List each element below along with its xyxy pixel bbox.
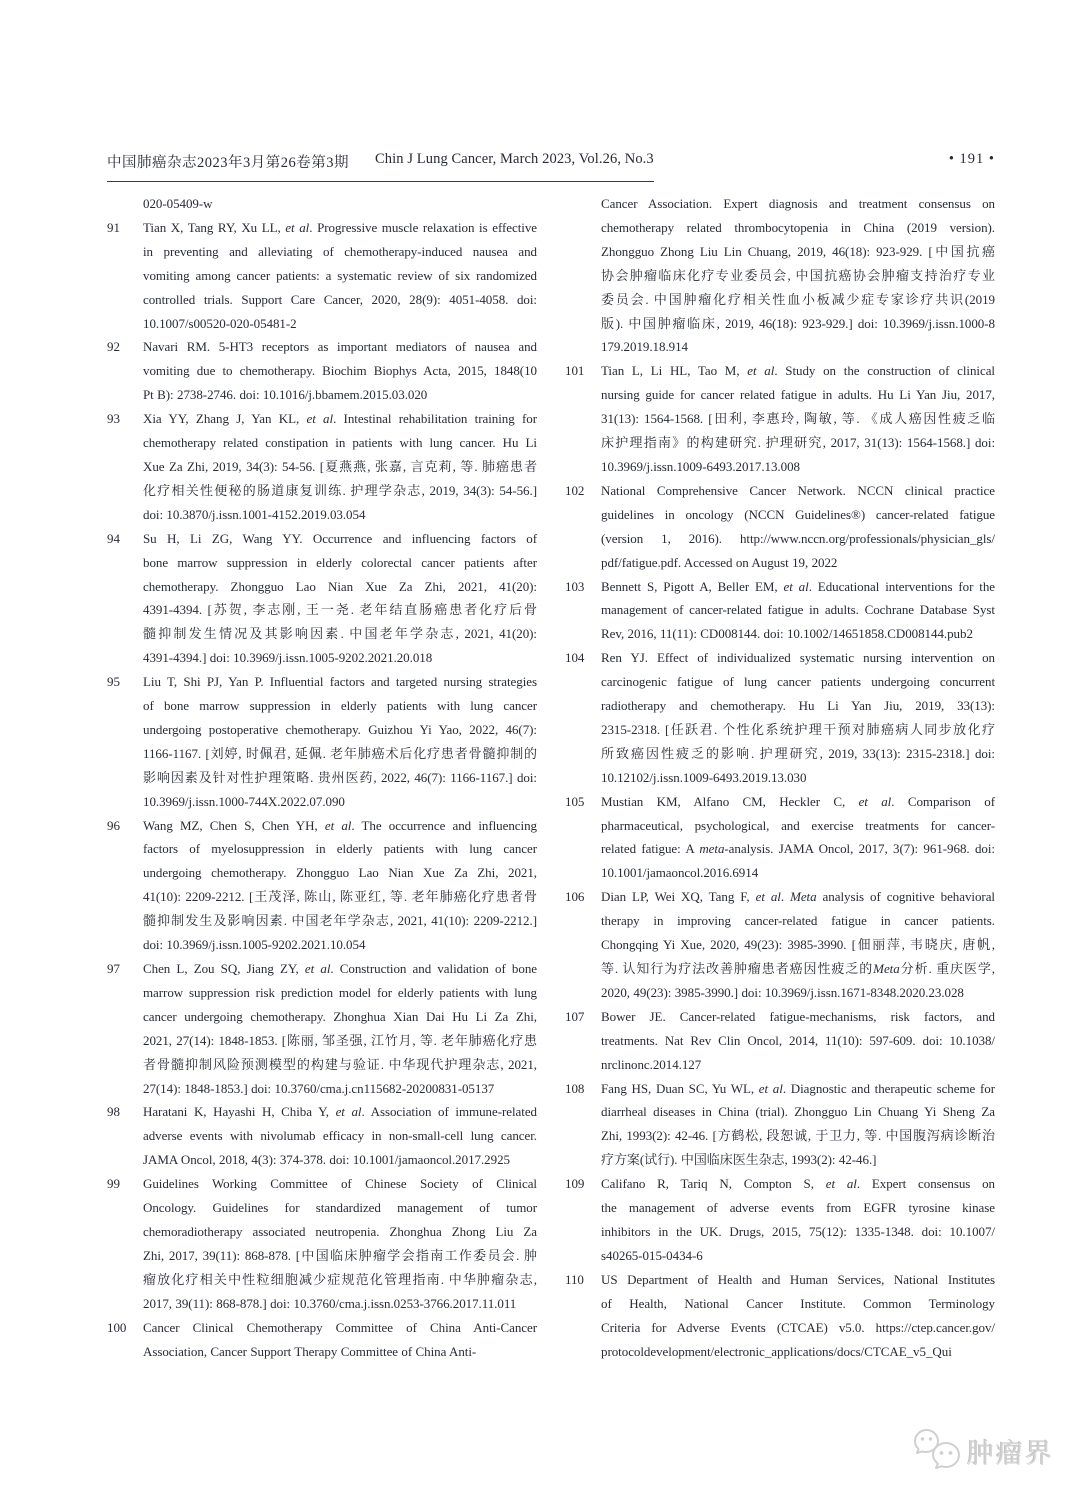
reference-line: bone marrow suppression in elderly colorectal cancer patients after <box>143 554 537 570</box>
reference-line: s40265-015-0434-6 <box>601 1247 703 1263</box>
reference-number: 94 <box>107 530 120 546</box>
reference-line: guidelines in oncology (NCCN Guidelines®) cancer-related fatigue <box>601 506 995 522</box>
reference-line: Navari RM. 5-HT3 receptors as important mediators of nausea and <box>143 339 537 355</box>
reference-number: 99 <box>107 1176 120 1192</box>
reference-number: 108 <box>565 1080 585 1096</box>
watermark <box>911 1428 1054 1474</box>
reference-item-110 <box>565 1268 995 1364</box>
reference-item-96 <box>107 814 537 957</box>
reference-line: pdf/fatigue.pdf. Accessed on August 19, 2022 <box>601 554 838 570</box>
reference-line: Chen L, Zou SQ, Jiang ZY, et al. Construction and validation of bone <box>143 961 537 976</box>
reference-line: 等. 认知行为疗法改善肿瘤患者癌因性疲乏的Meta分析. 重庆医学, <box>601 961 995 976</box>
reference-line: Oncology. Guidelines for standardized management of tumor <box>143 1200 537 1216</box>
reference-line: (version 1, 2016). http://www.nccn.org/professionals/physician_gls/ <box>601 530 995 546</box>
reference-line: chemotherapy. Zhongguo Lao Nian Xue Za Zhi, 2021, 41(20): <box>143 578 537 594</box>
reference-line: doi: 10.3969/j.issn.1005-9202.2021.10.054 <box>143 937 366 953</box>
reference-item-92 <box>107 335 537 407</box>
reference-number: 92 <box>107 339 120 355</box>
reference-item-97 <box>107 957 537 1100</box>
reference-line: Tian X, Tang RY, Xu LL, et al. Progressive muscle relaxation is effective <box>143 219 537 235</box>
reference-line: 髓抑制发生情况及其影响因素. 中国老年学杂志, 2021, 41(20): <box>143 626 537 642</box>
reference-number: 107 <box>565 1008 585 1024</box>
reference-line: Cancer Association. Expert diagnosis and treatment consensus on <box>601 196 995 211</box>
reference-line: 协会肿瘤临床化疗专业委员会, 中国抗癌协会肿瘤支持治疗专业 <box>601 267 995 283</box>
reference-line: vomiting due to chemotherapy. Biochim Biophys Acta, 2015, 1848(10 <box>143 363 537 379</box>
reference-line: Bower JE. Cancer-related fatigue-mechanisms, risk factors, and <box>601 1008 995 1024</box>
reference-line: 1166-1167. [刘婷, 时佩君, 延佩. 老年肺癌术后化疗患者骨髓抑制的 <box>143 745 537 761</box>
reference-line: vomiting among cancer patients: a systematic review of six randomized <box>143 267 537 283</box>
reference-item-101 <box>565 359 995 479</box>
reference-line: Tian L, Li HL, Tao M, et al. Study on the construction of clinical <box>601 363 995 379</box>
reference-line: adverse events with nivolumab efficacy in non-small-cell lung cancer. <box>143 1128 537 1144</box>
reference-line: Dian LP, Wei XQ, Tang F, et al. Meta analysis of cognitive behavioral <box>601 889 995 905</box>
reference-continuation <box>107 192 537 216</box>
reference-number: 93 <box>107 411 120 427</box>
reference-line: diarrheal diseases in China (trial). Zhongguo Lin Chuang Yi Sheng Za <box>601 1104 995 1120</box>
reference-line: 2315-2318. [任跃君. 个性化系统护理干预对肺癌病人同步放化疗 <box>601 721 995 737</box>
watermark-label: 肿瘤界 <box>967 1438 1054 1469</box>
reference-line: protocoldevelopment/electronic_applications/docs/CTCAE_v5_Qui <box>601 1343 952 1359</box>
reference-line: Cancer Clinical Chemotherapy Committee of China Anti-Cancer <box>143 1319 537 1335</box>
reference-line: Zhongguo Zhong Liu Lin Chuang, 2019, 46(18): 923-929. [中国抗癌 <box>601 243 995 259</box>
references-column-left <box>107 192 537 1363</box>
reference-line: 髓抑制发生及影响因素. 中国老年学杂志, 2021, 41(10): 2209-2212.] <box>143 913 537 929</box>
reference-line: Su H, Li ZG, Wang YY. Occurrence and influencing factors of <box>143 530 537 546</box>
reference-number: 100 <box>107 1319 127 1335</box>
reference-line: 委员会. 中国肿瘤化疗相关性血小板减少症专家诊疗共识(2019 <box>601 291 995 307</box>
reference-item-95 <box>107 670 537 813</box>
reference-line: Ren YJ. Effect of individualized systematic nursing intervention on <box>601 650 995 666</box>
reference-line: 2021, 27(14): 1848-1853. [陈丽, 邹圣强, 江竹月, 等. 老年肺癌化疗患 <box>143 1032 537 1048</box>
reference-item-99 <box>107 1172 537 1315</box>
reference-line: 版). 中国肿瘤临床, 2019, 46(18): 923-929.] doi: 10.3969/j.issn.1000-8 <box>601 315 995 331</box>
reference-line: Xue Za Zhi, 2019, 34(3): 54-56. [夏燕燕, 张嘉, 言克莉, 等. 肺癌患者 <box>143 458 537 474</box>
reference-line: Califano R, Tariq N, Compton S, et al. Expert consensus on <box>601 1176 995 1192</box>
reference-line: in preventing and alleviating of chemotherapy-induced nausea and <box>143 243 537 259</box>
reference-line: 10.1001/jamaoncol.2016.6914 <box>601 865 759 881</box>
reference-line: management of cancer-related fatigue in adults. Cochrane Database Syst <box>601 602 995 618</box>
reference-item-91 <box>107 216 537 336</box>
reference-line: related fatigue: A meta-analysis. JAMA Oncol, 2017, 3(7): 961-968. doi: <box>601 841 995 857</box>
reference-line: pharmaceutical, psychological, and exercise treatments for cancer- <box>601 817 995 833</box>
reference-number: 96 <box>107 817 120 833</box>
reference-line: the management of adverse events from EGFR tyrosine kinase <box>601 1200 995 1216</box>
reference-line: inhibitors in the UK. Drugs, 2015, 75(12): 1335-1348. doi: 10.1007/ <box>601 1223 995 1239</box>
running-head <box>107 151 654 182</box>
reference-line: of bone marrow suppression in elderly patients with lung cancer <box>143 698 537 714</box>
page-number: • 191 • <box>948 151 995 167</box>
reference-line: Guidelines Working Committee of Chinese Society of Clinical <box>143 1176 537 1192</box>
reference-line: carcinogenic fatigue of lung cancer patients undergoing concurrent <box>601 674 995 690</box>
reference-line: 瘤放化疗相关中性粒细胞减少症规范化管理指南. 中华肿瘤杂志, <box>143 1271 537 1287</box>
reference-item-109 <box>565 1172 995 1268</box>
reference-line: Chongqing Yi Xue, 2020, 49(23): 3985-3990. [佃丽萍, 韦晓庆, 唐帆, <box>601 937 995 953</box>
reference-line: chemoradiotherapy associated neutropenia. Zhonghua Zhong Liu Za <box>143 1223 537 1239</box>
reference-line: 10.3969/j.issn.1000-744X.2022.07.090 <box>143 793 345 809</box>
references-section <box>107 192 995 1363</box>
reference-line: 179.2019.18.914 <box>601 339 689 355</box>
reference-line: nrclinonc.2014.127 <box>601 1056 702 1072</box>
reference-line: radiotherapy and chemotherapy. Hu Li Yan Jiu, 2019, 33(13): <box>601 698 995 714</box>
reference-line: JAMA Oncol, 2018, 4(3): 374-378. doi: 10.1001/jamaoncol.2017.2925 <box>143 1152 510 1168</box>
reference-line: Haratani K, Hayashi H, Chiba Y, et al. Association of immune-related <box>143 1104 537 1120</box>
reference-line: Bennett S, Pigott A, Beller EM, et al. Educational interventions for the <box>601 578 995 594</box>
reference-line: controlled trials. Support Care Cancer, 2020, 28(9): 4051-4058. doi: <box>143 291 537 307</box>
wechat-bubbles-icon <box>911 1428 963 1474</box>
reference-item-103 <box>565 575 995 647</box>
reference-number: 109 <box>565 1176 585 1192</box>
reference-line: marrow suppression risk prediction model for elderly patients with lung <box>143 984 537 1000</box>
reference-line: 影响因素及针对性护理策略. 贵州医药, 2022, 46(7): 1166-1167.] doi: <box>143 769 537 785</box>
reference-line: Zhi, 2017, 39(11): 868-878. [中国临床肿瘤学会指南工作委员会. 肿 <box>143 1247 537 1263</box>
reference-line: 020-05409-w <box>143 196 213 211</box>
reference-line: of Health, National Cancer Institute. Common Terminology <box>601 1295 995 1311</box>
reference-line: undergoing postoperative chemotherapy. Guizhou Yi Yao, 2022, 46(7): <box>143 721 537 737</box>
page-header <box>107 151 995 182</box>
reference-line: treatments. Nat Rev Clin Oncol, 2014, 11(10): 597-609. doi: 10.1038/ <box>601 1032 995 1048</box>
reference-line: 27(14): 1848-1853.] doi: 10.3760/cma.j.cn115682-20200831-05137 <box>143 1080 495 1096</box>
reference-item-102 <box>565 479 995 575</box>
reference-item-93 <box>107 407 537 527</box>
reference-line: 所致癌因性疲乏的影响. 护理研究, 2019, 33(13): 2315-2318.] doi: <box>601 745 995 761</box>
reference-line: 4391-4394.] doi: 10.3969/j.issn.1005-9202.2021.20.018 <box>143 650 433 666</box>
reference-line: Association, Cancer Support Therapy Committee of China Anti- <box>143 1343 477 1359</box>
reference-line: Pt B): 2738-2746. doi: 10.1016/j.bbamem.2015.03.020 <box>143 387 428 403</box>
reference-line: 化疗相关性便秘的肠道康复训练. 护理学杂志, 2019, 34(3): 54-56.] <box>143 482 537 498</box>
reference-line: 10.3969/j.issn.1009-6493.2017.13.008 <box>601 458 800 474</box>
reference-line: Fang HS, Duan SC, Yu WL, et al. Diagnostic and therapeutic scheme for <box>601 1080 995 1096</box>
reference-line: 31(13): 1564-1568. [田利, 李惠玲, 陶敏, 等. 《成人癌因性疲乏临 <box>601 411 995 427</box>
reference-line: 2017, 39(11): 868-878.] doi: 10.3760/cma.j.issn.0253-3766.2017.11.011 <box>143 1295 517 1311</box>
reference-line: therapy in improving cancer-related fatigue in cancer patients. <box>601 913 995 929</box>
reference-line: nursing guide for cancer related fatigue in adults. Hu Li Yan Jiu, 2017, <box>601 387 995 403</box>
reference-line: Wang MZ, Chen S, Chen YH, et al. The occurrence and influencing <box>143 817 537 833</box>
reference-line: Zhi, 1993(2): 42-46. [方鹤松, 段恕诚, 于卫力, 等. 中国腹泻病诊断治 <box>601 1128 995 1144</box>
reference-number: 101 <box>565 363 585 379</box>
reference-line: factors of myelosuppression in elderly patients with lung cancer <box>143 841 537 857</box>
reference-number: 91 <box>107 219 120 235</box>
reference-item-104 <box>565 646 995 789</box>
reference-line: undergoing chemotherapy. Zhongguo Lao Nian Xue Za Zhi, 2021, <box>143 865 537 881</box>
reference-line: 2020, 49(23): 3985-3990.] doi: 10.3969/j.issn.1671-8348.2020.23.028 <box>601 984 964 1000</box>
reference-line: Xia YY, Zhang J, Yan KL, et al. Intestinal rehabilitation training for <box>143 411 537 427</box>
reference-line: 者骨髓抑制风险预测模型的构建与验证. 中华现代护理杂志, 2021, <box>143 1056 537 1072</box>
reference-item-100 <box>107 1316 537 1364</box>
reference-item-98 <box>107 1100 537 1172</box>
reference-number: 110 <box>565 1271 584 1287</box>
reference-line: chemotherapy related constipation in patients with lung cancer. Hu Li <box>143 435 537 451</box>
journal-title-cn: 中国肺癌杂志2023年3月第26卷第3期 <box>107 155 349 171</box>
reference-line: Criteria for Adverse Events (CTCAE) v5.0. https://ctep.cancer.gov/ <box>601 1319 995 1335</box>
reference-line: Rev, 2016, 11(11): CD008144. doi: 10.1002/14651858.CD008144.pub2 <box>601 626 973 642</box>
reference-number: 102 <box>565 482 585 498</box>
reference-number: 95 <box>107 674 120 690</box>
reference-line: 41(10): 2209-2212. [王茂泽, 陈山, 陈亚红, 等. 老年肺癌化疗患者骨 <box>143 889 537 905</box>
reference-number: 103 <box>565 578 585 594</box>
reference-line: 10.1007/s00520-020-05481-2 <box>143 315 297 331</box>
reference-number: 98 <box>107 1104 120 1120</box>
reference-continuation <box>565 192 995 359</box>
reference-line: 10.12102/j.issn.1009-6493.2019.13.030 <box>601 769 807 785</box>
reference-item-94 <box>107 527 537 670</box>
reference-item-105 <box>565 790 995 886</box>
reference-line: doi: 10.3870/j.issn.1001-4152.2019.03.054 <box>143 506 366 522</box>
reference-line: cancer undergoing chemotherapy. Zhonghua Xian Dai Hu Li Za Zhi, <box>143 1008 537 1024</box>
reference-item-108 <box>565 1077 995 1173</box>
reference-number: 104 <box>565 650 585 666</box>
reference-item-107 <box>565 1005 995 1077</box>
reference-line: US Department of Health and Human Services, National Institutes <box>601 1271 995 1287</box>
reference-line: 床护理指南》的构建研究. 护理研究, 2017, 31(13): 1564-1568.] doi: <box>601 435 995 451</box>
reference-line: 4391-4394. [苏贺, 李志刚, 王一尧. 老年结直肠癌患者化疗后骨 <box>143 602 537 618</box>
reference-line: National Comprehensive Cancer Network. NCCN clinical practice <box>601 482 995 498</box>
reference-line: Mustian KM, Alfano CM, Heckler C, et al. Comparison of <box>601 793 995 809</box>
reference-number: 106 <box>565 889 585 905</box>
reference-number: 105 <box>565 793 585 809</box>
reference-line: chemotherapy related thrombocytopenia in China (2019 version). <box>601 219 995 235</box>
journal-title-en: Chin J Lung Cancer, March 2023, Vol.26, No.3 <box>375 151 654 167</box>
references-column-right <box>565 192 995 1363</box>
reference-line: 疗方案(试行). 中国临床医生杂志, 1993(2): 42-46.] <box>601 1152 877 1168</box>
reference-number: 97 <box>107 961 120 976</box>
reference-line: Liu T, Shi PJ, Yan P. Influential factors and targeted nursing strategies <box>143 674 537 690</box>
reference-item-106 <box>565 885 995 1005</box>
